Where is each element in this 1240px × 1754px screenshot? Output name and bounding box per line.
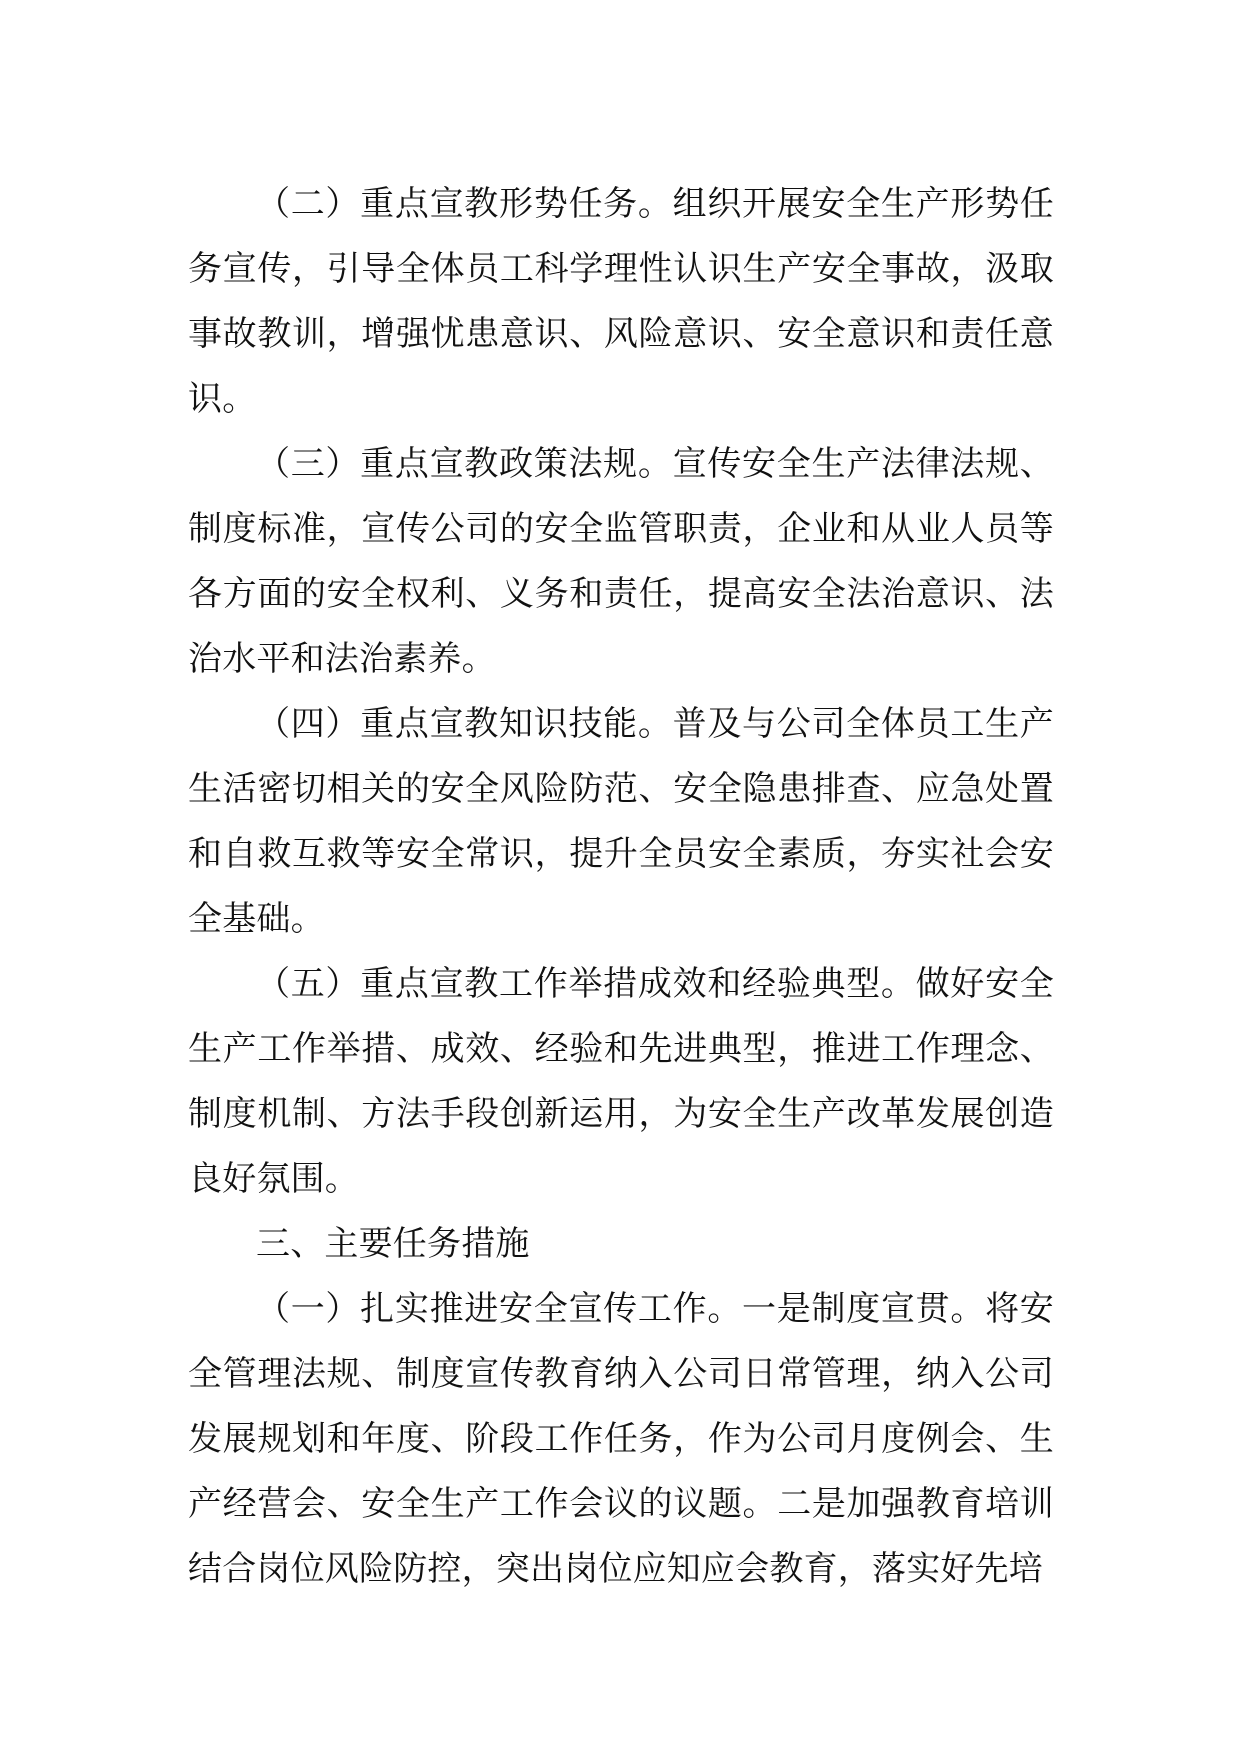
section-heading-main-tasks: 三、主要任务措施 — [256, 1224, 530, 1264]
paragraph-task-situation: （二）重点宣教形势任务。组织开展安全生产形势任务宣传，引导全体员工科学理性认识生产安全事故，汲取事故教训，增强忧患意识、风险意识、安全意识和责任意识。 — [188, 184, 1054, 419]
paragraph-safety-publicity: （一）扎实推进安全宣传工作。一是制度宣贯。将安全管理法规、制度宣传教育纳入公司日常管理，纳入公司发展规划和年度、阶段工作任务，作为公司月度例会、生产经营会、安全生产工作会议的议题。二是加强教育培训结合岗位风险防控，突出岗位应知应会教育，落实好先培 — [188, 1289, 1054, 1589]
paragraph-policy-regulations: （三）重点宣教政策法规。宣传安全生产法律法规、制度标准，宣传公司的安全监管职责，企业和从业人员等各方面的安全权利、义务和责任，提高安全法治意识、法治水平和法治素养。 — [188, 444, 1054, 679]
paragraph-measures-results: （五）重点宣教工作举措成效和经验典型。做好安全生产工作举措、成效、经验和先进典型，推进工作理念、制度机制、方法手段创新运用，为安全生产改革发展创造良好氛围。 — [188, 964, 1054, 1199]
document-body — [188, 172, 1054, 1602]
paragraph-knowledge-skills: （四）重点宣教知识技能。普及与公司全体员工生产生活密切相关的安全风险防范、安全隐患排查、应急处置和自救互救等安全常识，提升全员安全素质，夯实社会安全基础。 — [188, 704, 1054, 939]
